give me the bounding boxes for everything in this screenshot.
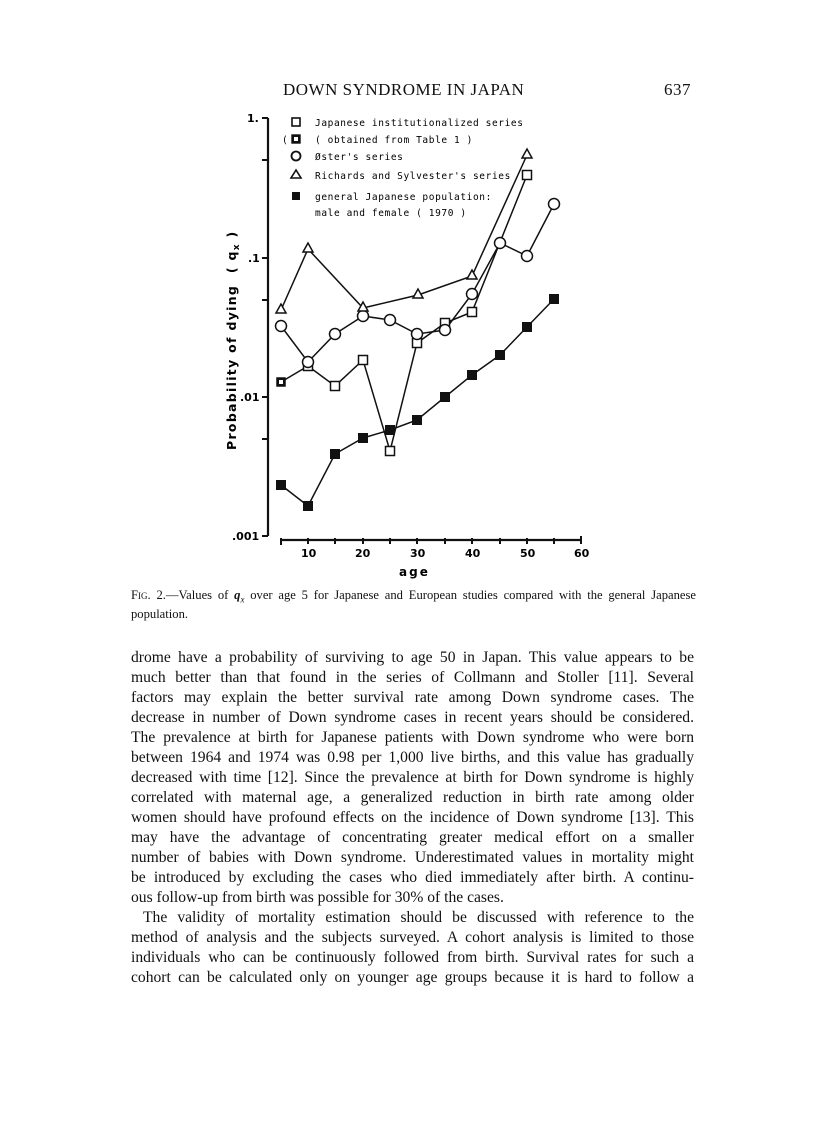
running-head-title: DOWN SYNDROME IN JAPAN [283, 80, 525, 99]
legend-label-institutionalized: Japanese institutionalized series [315, 118, 524, 129]
svg-text:general Japanese population:: general Japanese population: [315, 192, 492, 203]
markers-general-population [276, 294, 559, 511]
legend-label-oster: Øster's series [315, 152, 404, 163]
open-square-icon [292, 118, 300, 126]
x-tick-50: 50 [520, 547, 536, 560]
paragraph-2: The validity of mortality estimation should be discussed with reference to the method of analysis and the subjects surveyed. A cohort analysis is limited to those individuals who can be continuously followed from birth. Survival rates for such a cohort can be calculated only on younger age groups because it is hard to follow a [131, 909, 694, 986]
legend-label-table1: ( obtained from Table 1 ) [315, 135, 473, 146]
open-triangle-icon [291, 170, 301, 178]
x-tick-40: 40 [465, 547, 481, 560]
x-tick-20: 20 [355, 547, 371, 560]
legend-label-richards: Richards and Sylvester's series [315, 171, 511, 182]
svg-text:Probability of dying (: Probability of dying ( $q_x$ ) [224, 230, 242, 450]
y-axis [224, 112, 268, 543]
svg-text:(: ( [282, 135, 289, 146]
figure-caption: Fig. 2.—Values of $q_x$ over age 5 for Japanese and European studies compared with the general Japanese population. [131, 588, 696, 621]
x-tick-10: 10 [301, 547, 317, 560]
open-circle-icon [292, 152, 301, 161]
x-tick-30: 30 [410, 547, 426, 560]
y-tick-0.1: .1 [248, 252, 260, 265]
y-tick-0.01: .01 [240, 391, 260, 404]
legend [282, 118, 524, 219]
x-axis [280, 536, 590, 579]
filled-square-icon [292, 192, 300, 200]
x-axis-label: age [399, 565, 430, 579]
figure-label: Fig. 2. [131, 588, 166, 602]
svg-text:male and female ( 1970 ): male and female ( 1970 ) [315, 208, 467, 219]
x-tick-60: 60 [574, 547, 590, 560]
y-axis-label [224, 230, 242, 450]
paragraph-1: drome have a probability of surviving to age 50 in Japan. This value appears to be much better than that found in the series of Collmann and Stoller [11]. Several factors may explain the better survival rate among Down syndrome cases. The decrease in number of Down syndrome cases in recent years should be considered. The prevalence at birth for Japanese patients with Down syndrome who were born between 1964 and 1974 was 0.98 per 1,000 live births, and this value has gradually decreased with time [12]. Since the prevalence at birth for Down syndrome is highly correlated with maternal age, a generalized reduction in birth rate among older women should have profound effects on the incidence of Down syndrome [13]. This may have the advantage of concentrating greater medical effort on a smaller number of babies with Down syndrome. Underestimated values in mortality might be introduced by excluding the cases who died immediately after birth. A continu- ous follow-up from birth was possible for 30% of the cases. [131, 649, 694, 906]
y-tick-0.001: .001 [232, 530, 260, 543]
page-number: 637 [664, 80, 691, 99]
y-tick-1: 1. [247, 112, 259, 125]
body-text [131, 648, 694, 988]
